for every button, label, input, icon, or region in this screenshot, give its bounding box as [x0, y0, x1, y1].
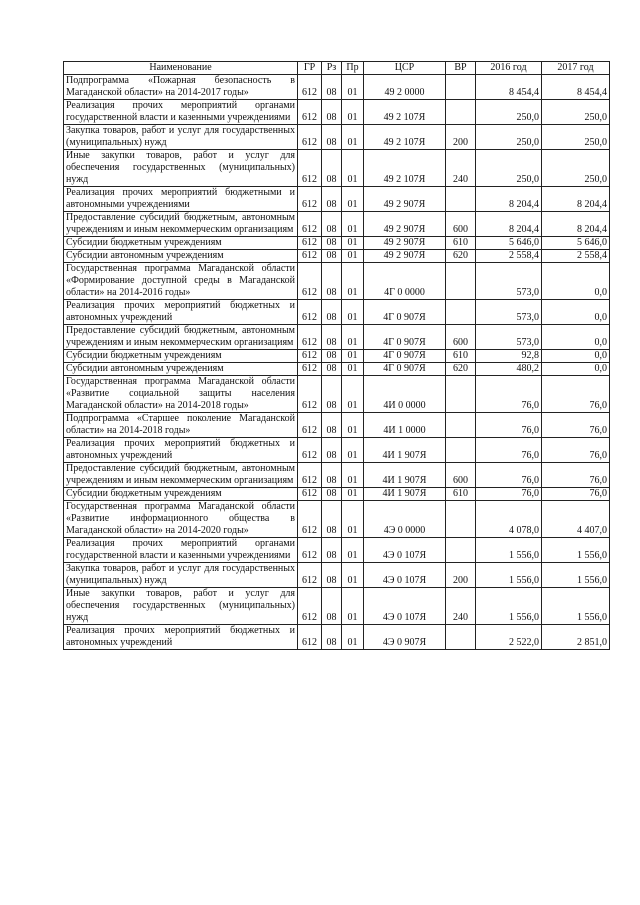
row-name: Предоставление субсидий бюджетным, автономным учреждениям и иным некоммерческим организациям	[64, 463, 298, 488]
row-pr: 01	[342, 625, 364, 650]
row-name: Субсидии бюджетным учреждениям	[64, 350, 298, 363]
row-vr	[446, 625, 476, 650]
row-amount-2017: 76,0	[542, 488, 610, 501]
row-vr	[446, 300, 476, 325]
table-row	[64, 488, 610, 501]
table-row	[64, 150, 610, 187]
row-amount-2017: 76,0	[542, 376, 610, 413]
table-row	[64, 538, 610, 563]
row-name: Субсидии бюджетным учреждениям	[64, 488, 298, 501]
row-amount-2017: 1 556,0	[542, 538, 610, 563]
row-rz: 08	[322, 376, 342, 413]
row-rz: 08	[322, 438, 342, 463]
row-name: Подпрограмма «Пожарная безопасность в Магаданской области» на 2014-2017 годы»	[64, 75, 298, 100]
table-row	[64, 187, 610, 212]
row-amount-2017: 0,0	[542, 350, 610, 363]
row-amount-2017: 8 454,4	[542, 75, 610, 100]
table-row	[64, 100, 610, 125]
row-gr: 612	[298, 501, 322, 538]
header-row	[64, 62, 610, 75]
row-vr: 200	[446, 125, 476, 150]
row-gr: 612	[298, 463, 322, 488]
row-amount-2017: 250,0	[542, 100, 610, 125]
row-pr: 01	[342, 438, 364, 463]
row-name: Реализация прочих мероприятий бюджетных и автономных учреждений	[64, 625, 298, 650]
row-vr	[446, 501, 476, 538]
row-amount-2016: 76,0	[476, 376, 542, 413]
row-vr: 200	[446, 563, 476, 588]
row-amount-2016: 8 204,4	[476, 212, 542, 237]
row-rz: 08	[322, 463, 342, 488]
row-csr: 4Э 0 907Я	[364, 625, 446, 650]
row-name: Субсидии бюджетным учреждениям	[64, 237, 298, 250]
row-name: Реализация прочих мероприятий органами государственной власти и казенными учреждениями	[64, 100, 298, 125]
row-amount-2017: 76,0	[542, 413, 610, 438]
table-row	[64, 413, 610, 438]
row-vr	[446, 100, 476, 125]
row-name: Реализация прочих мероприятий бюджетными и автономными учреждениями	[64, 187, 298, 212]
row-vr: 610	[446, 237, 476, 250]
table-row	[64, 300, 610, 325]
row-rz: 08	[322, 588, 342, 625]
row-gr: 612	[298, 250, 322, 263]
row-vr: 240	[446, 150, 476, 187]
row-amount-2016: 92,8	[476, 350, 542, 363]
row-rz: 08	[322, 501, 342, 538]
table-row	[64, 75, 610, 100]
row-rz: 08	[322, 150, 342, 187]
row-name: Государственная программа Магаданской области «Формирование доступной среды в Магаданской области» на 2014-2016 годы»	[64, 263, 298, 300]
row-amount-2017: 8 204,4	[542, 212, 610, 237]
row-gr: 612	[298, 263, 322, 300]
row-rz: 08	[322, 263, 342, 300]
row-name: Реализация прочих мероприятий бюджетных и автономных учреждений	[64, 438, 298, 463]
row-csr: 4Э 0 107Я	[364, 538, 446, 563]
row-csr: 4Э 0 107Я	[364, 588, 446, 625]
row-gr: 612	[298, 150, 322, 187]
row-csr: 4Г 0 0000	[364, 263, 446, 300]
row-amount-2016: 76,0	[476, 438, 542, 463]
row-pr: 01	[342, 75, 364, 100]
row-vr	[446, 376, 476, 413]
row-gr: 612	[298, 363, 322, 376]
row-pr: 01	[342, 463, 364, 488]
row-gr: 612	[298, 212, 322, 237]
row-amount-2017: 0,0	[542, 263, 610, 300]
row-pr: 01	[342, 250, 364, 263]
row-csr: 4И 1 907Я	[364, 463, 446, 488]
row-amount-2017: 76,0	[542, 463, 610, 488]
row-vr: 240	[446, 588, 476, 625]
row-pr: 01	[342, 100, 364, 125]
table-row	[64, 263, 610, 300]
row-pr: 01	[342, 363, 364, 376]
header-vr: ВР	[446, 62, 476, 75]
row-gr: 612	[298, 625, 322, 650]
row-name: Реализация прочих мероприятий бюджетных и автономных учреждений	[64, 300, 298, 325]
header-2016: 2016 год	[476, 62, 542, 75]
header-pr: Пр	[342, 62, 364, 75]
row-name: Предоставление субсидий бюджетным, автономным учреждениям и иным некоммерческим организациям	[64, 212, 298, 237]
row-rz: 08	[322, 250, 342, 263]
row-vr: 600	[446, 463, 476, 488]
row-name: Закупка товаров, работ и услуг для государственных (муниципальных) нужд	[64, 125, 298, 150]
table-row	[64, 501, 610, 538]
row-csr: 4Э 0 107Я	[364, 563, 446, 588]
row-pr: 01	[342, 413, 364, 438]
row-gr: 612	[298, 325, 322, 350]
row-rz: 08	[322, 125, 342, 150]
row-amount-2017: 5 646,0	[542, 237, 610, 250]
row-amount-2016: 76,0	[476, 413, 542, 438]
budget-table	[63, 61, 610, 650]
row-amount-2016: 250,0	[476, 100, 542, 125]
row-amount-2016: 1 556,0	[476, 588, 542, 625]
row-rz: 08	[322, 413, 342, 438]
header-gr: ГР	[298, 62, 322, 75]
row-gr: 612	[298, 300, 322, 325]
table-body	[64, 75, 610, 650]
table-row	[64, 325, 610, 350]
row-amount-2016: 573,0	[476, 300, 542, 325]
row-rz: 08	[322, 100, 342, 125]
row-name: Субсидии автономным учреждениям	[64, 363, 298, 376]
row-gr: 612	[298, 413, 322, 438]
row-csr: 49 2 907Я	[364, 250, 446, 263]
header-2017: 2017 год	[542, 62, 610, 75]
row-csr: 4Г 0 907Я	[364, 300, 446, 325]
row-amount-2016: 5 646,0	[476, 237, 542, 250]
row-gr: 612	[298, 538, 322, 563]
row-gr: 612	[298, 438, 322, 463]
row-pr: 01	[342, 538, 364, 563]
row-amount-2016: 76,0	[476, 463, 542, 488]
row-gr: 612	[298, 488, 322, 501]
row-csr: 4Г 0 907Я	[364, 363, 446, 376]
row-amount-2016: 1 556,0	[476, 563, 542, 588]
table-row	[64, 438, 610, 463]
row-pr: 01	[342, 350, 364, 363]
row-amount-2016: 8 204,4	[476, 187, 542, 212]
table-row	[64, 125, 610, 150]
row-amount-2017: 1 556,0	[542, 563, 610, 588]
row-csr: 49 2 907Я	[364, 237, 446, 250]
row-gr: 612	[298, 187, 322, 212]
row-name: Реализация прочих мероприятий органами государственной власти и казенными учреждениями	[64, 538, 298, 563]
row-name: Закупка товаров, работ и услуг для государственных (муниципальных) нужд	[64, 563, 298, 588]
row-amount-2017: 250,0	[542, 150, 610, 187]
row-gr: 612	[298, 350, 322, 363]
table-row	[64, 588, 610, 625]
row-vr: 600	[446, 325, 476, 350]
row-amount-2016: 1 556,0	[476, 538, 542, 563]
row-amount-2016: 480,2	[476, 363, 542, 376]
row-amount-2016: 8 454,4	[476, 75, 542, 100]
row-csr: 4Г 0 907Я	[364, 325, 446, 350]
row-pr: 01	[342, 187, 364, 212]
row-gr: 612	[298, 125, 322, 150]
row-vr: 610	[446, 350, 476, 363]
header-name: Наименование	[64, 62, 298, 75]
row-csr: 49 2 107Я	[364, 125, 446, 150]
table-row	[64, 250, 610, 263]
row-csr: 49 2 107Я	[364, 100, 446, 125]
row-rz: 08	[322, 538, 342, 563]
table-row	[64, 563, 610, 588]
row-pr: 01	[342, 376, 364, 413]
row-pr: 01	[342, 125, 364, 150]
row-rz: 08	[322, 625, 342, 650]
row-pr: 01	[342, 488, 364, 501]
row-csr: 49 2 907Я	[364, 187, 446, 212]
row-csr: 4И 1 0000	[364, 413, 446, 438]
row-pr: 01	[342, 325, 364, 350]
table-row	[64, 212, 610, 237]
row-amount-2016: 573,0	[476, 263, 542, 300]
row-rz: 08	[322, 75, 342, 100]
row-name: Иные закупки товаров, работ и услуг для обеспечения государственных (муниципальных) нужд	[64, 150, 298, 187]
row-name: Государственная программа Магаданской области «Развитие информационного общества в Магаданской области» на 2014-2020 годы»	[64, 501, 298, 538]
row-vr	[446, 263, 476, 300]
row-vr	[446, 187, 476, 212]
table-row	[64, 350, 610, 363]
row-amount-2016: 2 558,4	[476, 250, 542, 263]
row-vr	[446, 538, 476, 563]
row-csr: 4И 0 0000	[364, 376, 446, 413]
row-pr: 01	[342, 212, 364, 237]
budget-document	[63, 61, 610, 650]
row-gr: 612	[298, 237, 322, 250]
row-amount-2017: 1 556,0	[542, 588, 610, 625]
header-rz: Рз	[322, 62, 342, 75]
row-pr: 01	[342, 237, 364, 250]
row-pr: 01	[342, 300, 364, 325]
row-rz: 08	[322, 488, 342, 501]
row-pr: 01	[342, 563, 364, 588]
row-csr: 4Г 0 907Я	[364, 350, 446, 363]
row-amount-2017: 0,0	[542, 325, 610, 350]
row-pr: 01	[342, 150, 364, 187]
table-row	[64, 237, 610, 250]
row-rz: 08	[322, 300, 342, 325]
row-vr: 610	[446, 488, 476, 501]
row-amount-2017: 4 407,0	[542, 501, 610, 538]
row-csr: 4И 1 907Я	[364, 438, 446, 463]
row-gr: 612	[298, 588, 322, 625]
row-csr: 49 2 107Я	[364, 150, 446, 187]
row-amount-2017: 76,0	[542, 438, 610, 463]
row-pr: 01	[342, 263, 364, 300]
row-csr: 4И 1 907Я	[364, 488, 446, 501]
row-vr: 620	[446, 250, 476, 263]
row-vr	[446, 75, 476, 100]
row-name: Предоставление субсидий бюджетным, автономным учреждениям и иным некоммерческим организациям	[64, 325, 298, 350]
row-vr	[446, 438, 476, 463]
row-amount-2016: 76,0	[476, 488, 542, 501]
row-amount-2016: 2 522,0	[476, 625, 542, 650]
row-vr: 600	[446, 212, 476, 237]
row-amount-2016: 4 078,0	[476, 501, 542, 538]
row-amount-2017: 250,0	[542, 125, 610, 150]
row-csr: 49 2 907Я	[364, 212, 446, 237]
row-csr: 4Э 0 0000	[364, 501, 446, 538]
row-vr: 620	[446, 363, 476, 376]
row-amount-2016: 573,0	[476, 325, 542, 350]
header-csr: ЦСР	[364, 62, 446, 75]
row-gr: 612	[298, 75, 322, 100]
row-rz: 08	[322, 212, 342, 237]
row-amount-2017: 2 851,0	[542, 625, 610, 650]
row-amount-2017: 8 204,4	[542, 187, 610, 212]
row-amount-2017: 2 558,4	[542, 250, 610, 263]
row-rz: 08	[322, 187, 342, 212]
row-amount-2016: 250,0	[476, 150, 542, 187]
table-row	[64, 363, 610, 376]
row-amount-2016: 250,0	[476, 125, 542, 150]
row-rz: 08	[322, 363, 342, 376]
row-rz: 08	[322, 350, 342, 363]
row-rz: 08	[322, 563, 342, 588]
row-name: Субсидии автономным учреждениям	[64, 250, 298, 263]
row-csr: 49 2 0000	[364, 75, 446, 100]
row-pr: 01	[342, 588, 364, 625]
row-gr: 612	[298, 376, 322, 413]
row-name: Подпрограмма «Старшее поколение Магаданской области» на 2014-2018 годы»	[64, 413, 298, 438]
table-row	[64, 463, 610, 488]
row-pr: 01	[342, 501, 364, 538]
row-vr	[446, 413, 476, 438]
row-gr: 612	[298, 100, 322, 125]
table-row	[64, 376, 610, 413]
row-rz: 08	[322, 325, 342, 350]
row-amount-2017: 0,0	[542, 300, 610, 325]
row-amount-2017: 0,0	[542, 363, 610, 376]
row-rz: 08	[322, 237, 342, 250]
row-name: Государственная программа Магаданской области «Развитие социальной защиты населения Магаданской области» на 2014-2018 годы»	[64, 376, 298, 413]
table-row	[64, 625, 610, 650]
row-name: Иные закупки товаров, работ и услуг для обеспечения государственных (муниципальных) нужд	[64, 588, 298, 625]
row-gr: 612	[298, 563, 322, 588]
